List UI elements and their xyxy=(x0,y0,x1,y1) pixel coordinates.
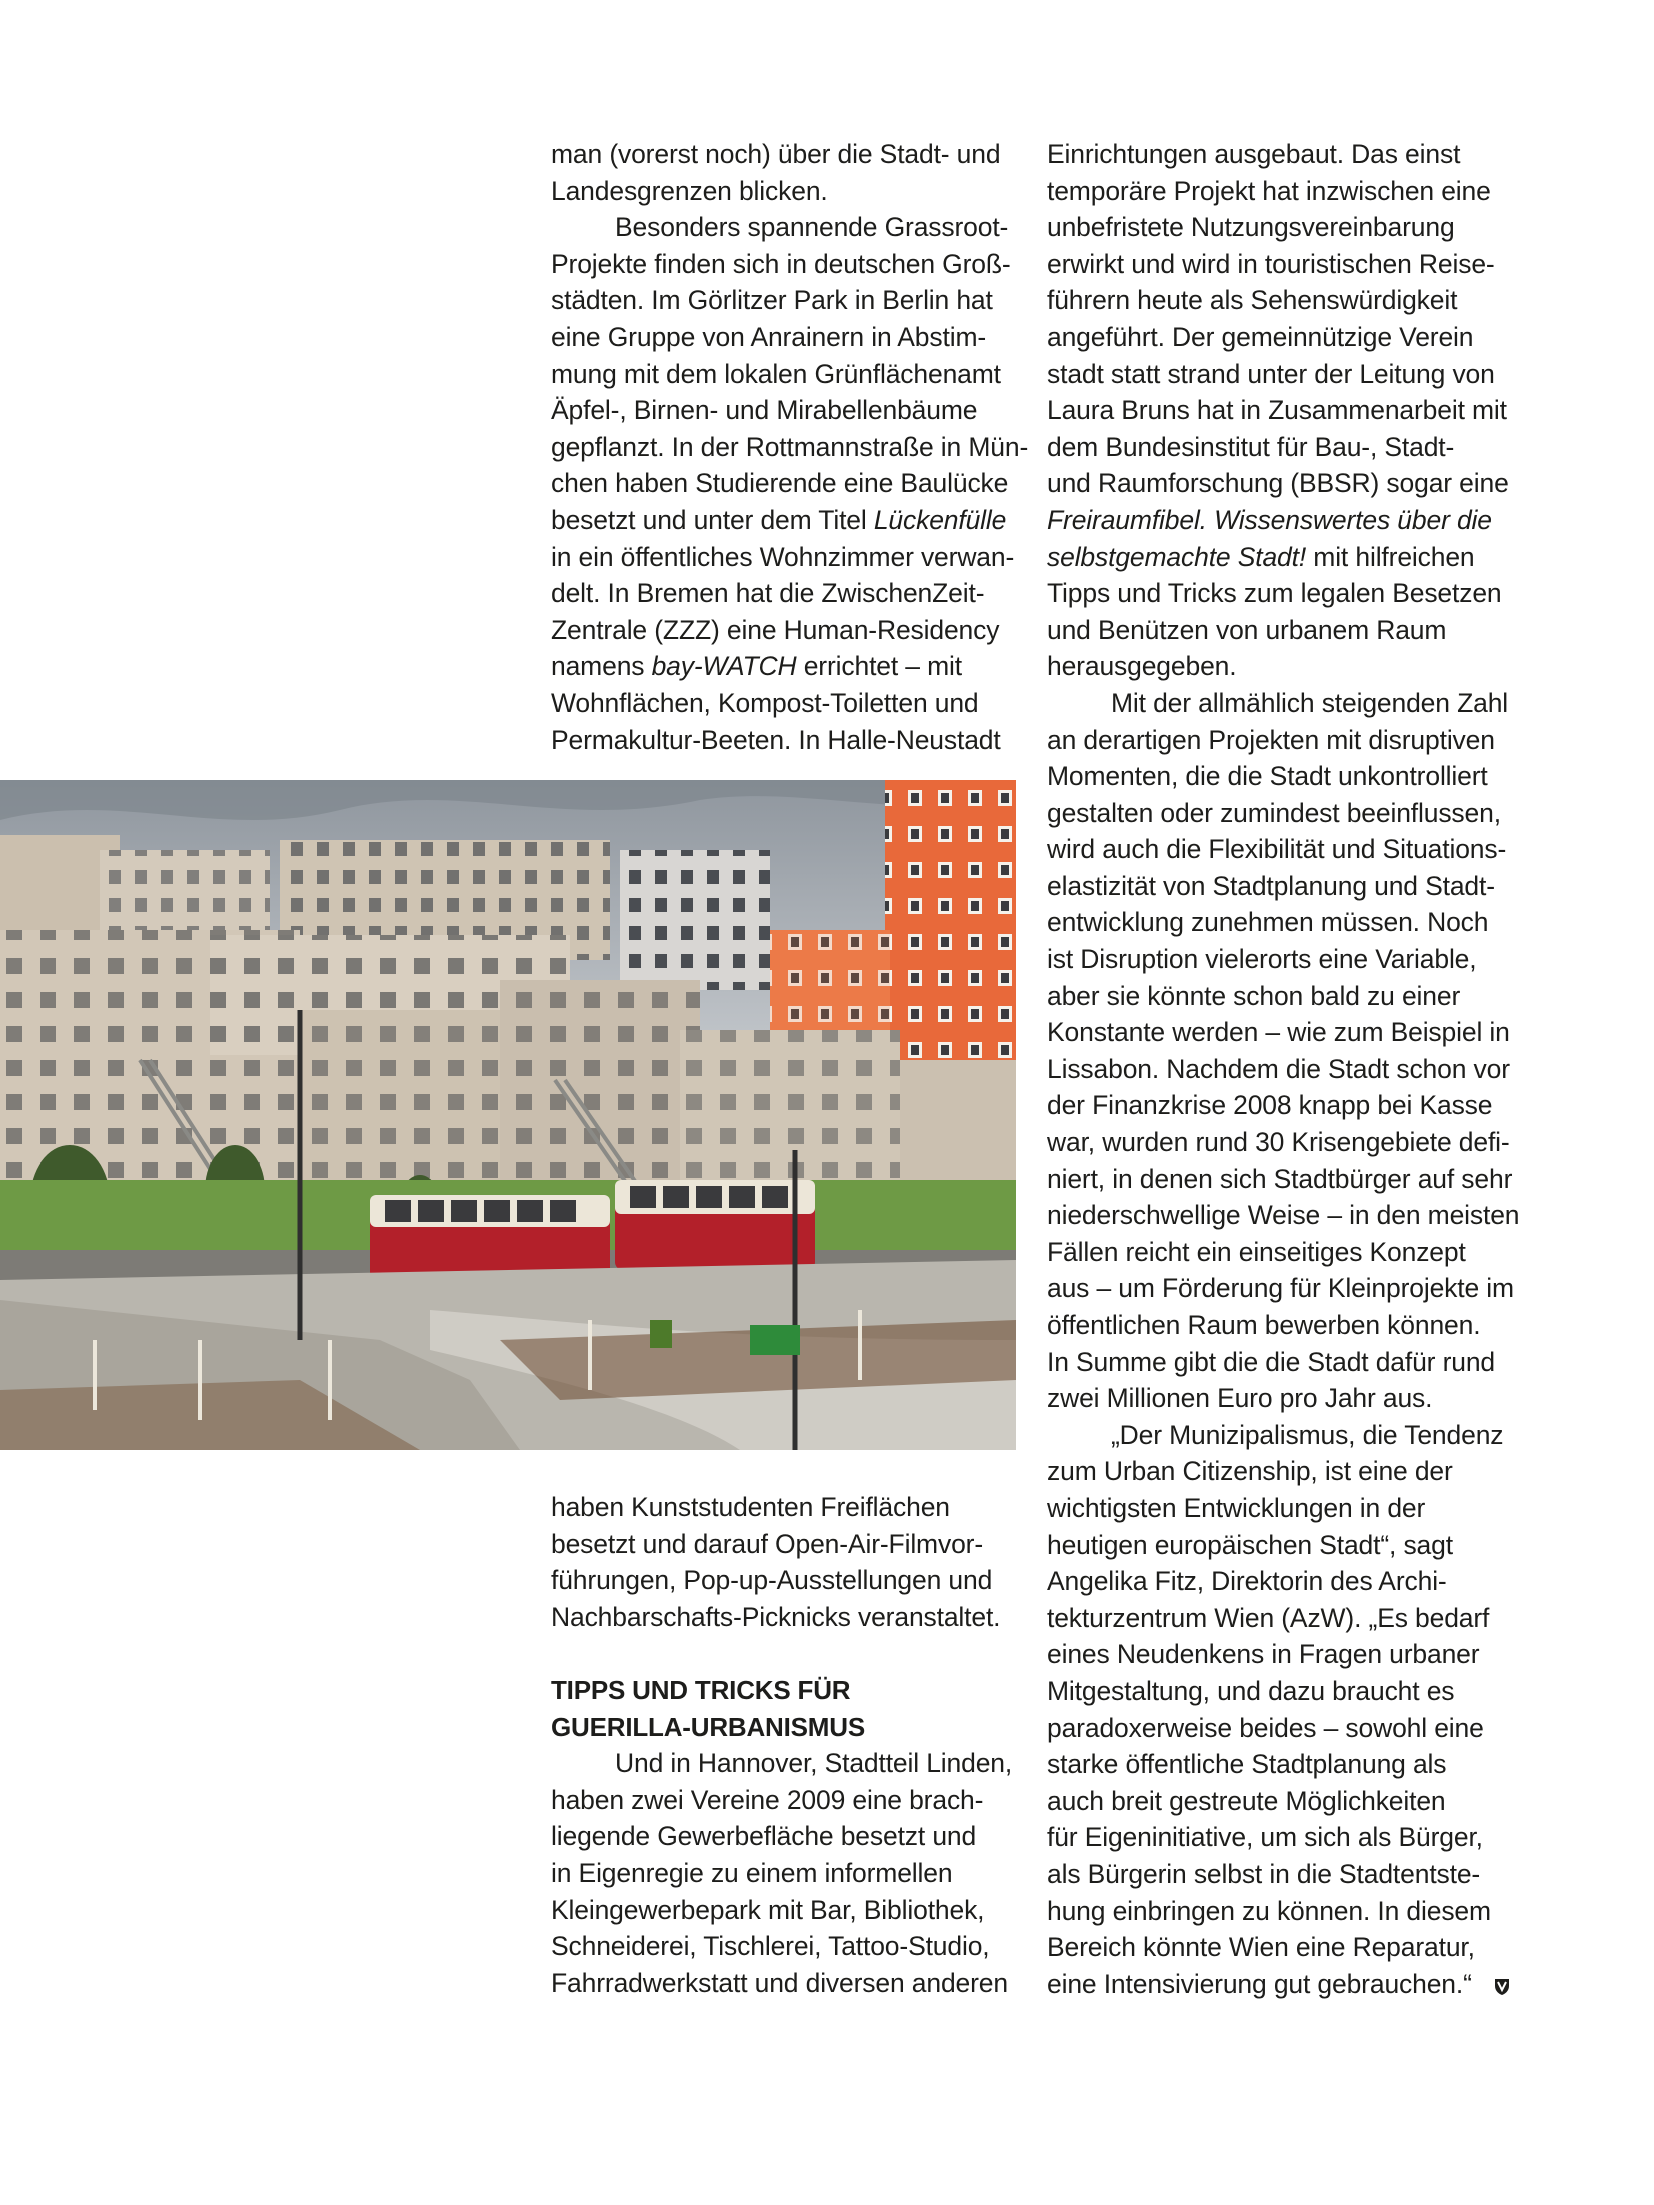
text-line xyxy=(1047,1087,1517,1124)
text-line xyxy=(1047,1746,1517,1783)
text-span: namens xyxy=(551,651,652,682)
text-line xyxy=(551,1892,1021,1929)
text-span: ist Disruption vielerorts eine Variable, xyxy=(1047,944,1477,975)
text-span: Mitgestaltung, und dazu braucht es xyxy=(1047,1675,1455,1706)
text-span: hung einbringen zu können. In diesem xyxy=(1047,1895,1491,1926)
text-span: Besonders spannende Grassroot- xyxy=(615,212,1009,243)
text-line xyxy=(551,1745,1021,1782)
text-line xyxy=(551,136,1021,173)
text-span: mung mit dem lokalen Grünflächenamt xyxy=(551,358,1001,389)
text-line xyxy=(551,722,1021,759)
text-line xyxy=(1047,1270,1517,1307)
text-line xyxy=(551,319,1021,356)
text-span: Laura Bruns hat in Zusammenarbeit mit xyxy=(1047,395,1507,426)
article-column-left-bottom xyxy=(551,1489,1021,2001)
italic-title: bay-WATCH xyxy=(651,651,797,682)
text-line xyxy=(551,1965,1021,2002)
text-line xyxy=(1047,868,1517,905)
text-line xyxy=(1047,1929,1517,1966)
text-span: und Benützen von urbanem Raum xyxy=(1047,614,1447,645)
text-line xyxy=(1047,1234,1517,1271)
text-span: heutigen europäischen Stadt“, sagt xyxy=(1047,1529,1453,1560)
text-line xyxy=(551,173,1021,210)
text-span: für Eigeninitiative, um sich als Bürger, xyxy=(1047,1822,1483,1853)
text-span: chen haben Studierende eine Baulücke xyxy=(551,468,1009,499)
text-line xyxy=(1047,1453,1517,1490)
text-line xyxy=(551,465,1021,502)
text-span: stadt statt strand unter der Leitung von xyxy=(1047,358,1495,389)
text-line: führungen, Pop-up-Ausstellungen und xyxy=(551,1565,993,1596)
text-line xyxy=(1047,319,1517,356)
text-span: Landesgrenzen blicken. xyxy=(551,175,828,206)
text-span: zum Urban Citizenship, ist eine der xyxy=(1047,1456,1453,1487)
italic-title: Freiraumfibel. Wissenswertes über die xyxy=(1047,504,1492,535)
text-line xyxy=(1047,1710,1517,1747)
text-span: elastizität von Stadtplanung und Stadt- xyxy=(1047,870,1495,901)
text-span: besetzt und unter dem Titel xyxy=(551,504,874,535)
text-span: temporäre Projekt hat inzwischen eine xyxy=(1047,175,1491,206)
text-line xyxy=(1047,1014,1517,1051)
text-line xyxy=(1047,1819,1517,1856)
text-line xyxy=(551,392,1021,429)
text-span: Und in Hannover, Stadtteil Linden, xyxy=(615,1748,1013,1779)
text-line xyxy=(551,209,1021,246)
text-span: starke öffentliche Stadtplanung als xyxy=(1047,1749,1447,1780)
italic-title: selbstgemachte Stadt! xyxy=(1047,541,1307,572)
text-line xyxy=(1047,1161,1517,1198)
text-line xyxy=(1047,1893,1517,1930)
text-line xyxy=(551,246,1021,283)
text-span: liegende Gewerbefläche besetzt und xyxy=(551,1821,977,1852)
text-line xyxy=(1047,722,1517,759)
text-span: man (vorerst noch) über die Stadt- und xyxy=(551,139,1001,169)
text-span: Einrichtungen ausgebaut. Das einst xyxy=(1047,139,1461,169)
text-span: angeführt. Der gemeinnützige Verein xyxy=(1047,321,1474,352)
text-span: Kleingewerbepark mit Bar, Bibliothek, xyxy=(551,1894,985,1925)
vienna-shield-icon xyxy=(1494,1978,1510,1996)
text-span: In Summe gibt die die Stadt dafür rund xyxy=(1047,1346,1496,1377)
text-line xyxy=(1047,539,1517,576)
text-span: niederschwellige Weise – in den meisten xyxy=(1047,1200,1520,1231)
text-line xyxy=(551,539,1021,576)
text-span: Bereich könnte Wien eine Reparatur, xyxy=(1047,1932,1475,1963)
text-span: führern heute als Sehenswürdigkeit xyxy=(1047,285,1458,316)
text-line xyxy=(1047,941,1517,978)
text-span: herausgegeben. xyxy=(1047,651,1237,682)
text-line xyxy=(1047,795,1517,832)
text-line xyxy=(1047,1344,1517,1381)
text-line xyxy=(551,1818,1021,1855)
text-line xyxy=(1047,1380,1517,1417)
text-span: aus – um Förderung für Kleinprojekte im xyxy=(1047,1273,1514,1304)
text-line xyxy=(1047,1417,1517,1454)
text-line xyxy=(1047,1197,1520,1234)
text-line xyxy=(1047,1600,1517,1637)
text-line xyxy=(551,1782,1021,1819)
article-column-right xyxy=(1047,136,1520,2002)
text-line xyxy=(551,356,1021,393)
text-span: niert, in denen sich Stadtbürger auf sehr xyxy=(1047,1163,1513,1194)
text-line xyxy=(1047,904,1517,941)
text-line xyxy=(1047,392,1517,429)
text-span: zwei Millionen Euro pro Jahr aus. xyxy=(1047,1383,1433,1414)
text-line xyxy=(1047,1307,1517,1344)
text-span: Lissabon. Nachdem die Stadt schon vor xyxy=(1047,1053,1510,1084)
text-line xyxy=(1047,429,1517,466)
text-span: Äpfel-, Birnen- und Mirabellenbäume xyxy=(551,395,978,426)
text-span: paradoxerweise beides – sowohl eine xyxy=(1047,1712,1484,1743)
text-line xyxy=(1047,831,1517,868)
text-span: an derartigen Projekten mit disruptiven xyxy=(1047,724,1495,755)
text-span: gepflanzt. In der Rottmannstraße in Mün- xyxy=(551,431,1029,462)
text-span: Konstante werden – wie zum Beispiel in xyxy=(1047,1017,1510,1048)
text-span: als Bürgerin selbst in die Stadtentste- xyxy=(1047,1858,1481,1889)
text-span: Tipps und Tricks zum legalen Besetzen xyxy=(1047,578,1502,609)
text-span: in ein öffentliches Wohnzimmer verwan- xyxy=(551,541,1015,572)
text-line: Nachbarschafts-Picknicks veranstaltet. xyxy=(551,1601,1001,1632)
text-span: delt. In Bremen hat die ZwischenZeit- xyxy=(551,578,985,609)
text-line xyxy=(1047,1051,1517,1088)
text-line xyxy=(1047,1783,1517,1820)
text-line xyxy=(551,282,1021,319)
text-line xyxy=(1047,282,1517,319)
text-line xyxy=(551,612,1021,649)
text-span: der Finanzkrise 2008 knapp bei Kasse xyxy=(1047,1090,1493,1121)
text-line xyxy=(551,429,1029,466)
text-span: „Der Munizipalismus, die Tendenz xyxy=(1111,1419,1504,1450)
urban-housing-tram-photo xyxy=(0,780,1016,1450)
text-line xyxy=(551,1855,1021,1892)
section-heading: GUERILLA-URBANISMUS xyxy=(551,1711,865,1742)
text-line xyxy=(1047,1636,1517,1673)
text-line xyxy=(1047,502,1517,539)
text-span: Momenten, die die Stadt unkontrolliert xyxy=(1047,761,1488,792)
text-span: tekturzentrum Wien (AzW). „Es bedarf xyxy=(1047,1602,1490,1633)
text-line xyxy=(551,648,1021,685)
text-line xyxy=(551,502,1021,539)
text-span: dem Bundesinstitut für Bau-, Stadt- xyxy=(1047,431,1455,462)
text-span: mit hilfreichen xyxy=(1306,541,1475,572)
text-span: in Eigenregie zu einem informellen xyxy=(551,1857,953,1888)
text-span: und Raumforschung (BBSR) sogar eine xyxy=(1047,468,1509,499)
text-span: Angelika Fitz, Direktorin des Archi- xyxy=(1047,1566,1447,1597)
text-line xyxy=(1047,246,1517,283)
text-span: Permakultur-Beeten. In Halle-Neustadt xyxy=(551,724,1001,755)
text-span: Schneiderei, Tischlerei, Tattoo-Studio, xyxy=(551,1931,990,1962)
text-span: aber sie könnte schon bald zu einer xyxy=(1047,980,1461,1011)
text-line xyxy=(1047,1856,1517,1893)
text-line xyxy=(1047,1563,1517,1600)
text-line xyxy=(1047,209,1517,246)
text-span: erwirkt und wird in touristischen Reise- xyxy=(1047,248,1495,279)
text-line xyxy=(1047,648,1517,685)
text-span: haben zwei Vereine 2009 eine brach- xyxy=(551,1784,984,1815)
paragraph-gap xyxy=(551,1635,1021,1672)
italic-title: Lückenfülle xyxy=(873,504,1007,535)
text-span: auch breit gestreute Möglichkeiten xyxy=(1047,1785,1446,1816)
text-line xyxy=(551,685,1021,722)
text-span: wird auch die Flexibilität und Situations- xyxy=(1047,834,1507,865)
text-span: Mit der allmählich steigenden Zahl xyxy=(1111,687,1509,718)
text-span: städten. Im Görlitzer Park in Berlin hat xyxy=(551,285,993,316)
text-span: wichtigsten Entwicklungen in der xyxy=(1047,1492,1426,1523)
text-line xyxy=(1047,465,1517,502)
text-line xyxy=(1047,612,1517,649)
article-column-left-top xyxy=(551,136,1029,758)
text-span: Fällen reicht ein einseitiges Konzept xyxy=(1047,1236,1466,1267)
text-span: Zentrale (ZZZ) eine Human-Residency xyxy=(551,614,1000,645)
text-line xyxy=(551,575,1021,612)
text-span: Wohnflächen, Kompost-Toiletten und xyxy=(551,687,979,718)
text-span: entwicklung zunehmen müssen. Noch xyxy=(1047,907,1489,938)
section-heading: TIPPS UND TRICKS FÜR xyxy=(551,1674,851,1705)
text-line: haben Kunststudenten Freiflächen xyxy=(551,1492,950,1522)
text-span: öffentlichen Raum bewerben können. xyxy=(1047,1310,1481,1340)
text-line: besetzt und darauf Open-Air-Filmvor- xyxy=(551,1528,984,1559)
text-line xyxy=(1047,136,1517,173)
text-line xyxy=(1047,575,1517,612)
text-span: Fahrradwerkstatt und diversen anderen xyxy=(551,1967,1008,1998)
text-line xyxy=(551,1928,1021,1965)
text-line xyxy=(1047,758,1517,795)
text-line xyxy=(1047,1490,1517,1527)
text-line xyxy=(1047,685,1517,722)
text-span: gestalten oder zumindest beeinflussen, xyxy=(1047,797,1501,828)
text-line xyxy=(1047,173,1517,210)
text-span: war, wurden rund 30 Krisengebiete defi- xyxy=(1047,1127,1510,1158)
text-span: errichtet – mit xyxy=(796,651,962,682)
text-line xyxy=(1047,978,1517,1015)
text-span: unbefristete Nutzungsvereinbarung xyxy=(1047,212,1455,243)
text-span: eine Gruppe von Anrainern in Abstim- xyxy=(551,321,987,352)
text-line xyxy=(1047,1527,1517,1564)
text-span: eine Intensivierung gut gebrauchen.“ xyxy=(1047,1968,1472,1999)
text-span: Projekte finden sich in deutschen Groß- xyxy=(551,248,1011,279)
text-line xyxy=(1047,1673,1517,1710)
text-line xyxy=(1047,1124,1517,1161)
text-line xyxy=(1047,1966,1517,2003)
text-span: eines Neudenkens in Fragen urbaner xyxy=(1047,1639,1480,1670)
text-line xyxy=(1047,356,1517,393)
